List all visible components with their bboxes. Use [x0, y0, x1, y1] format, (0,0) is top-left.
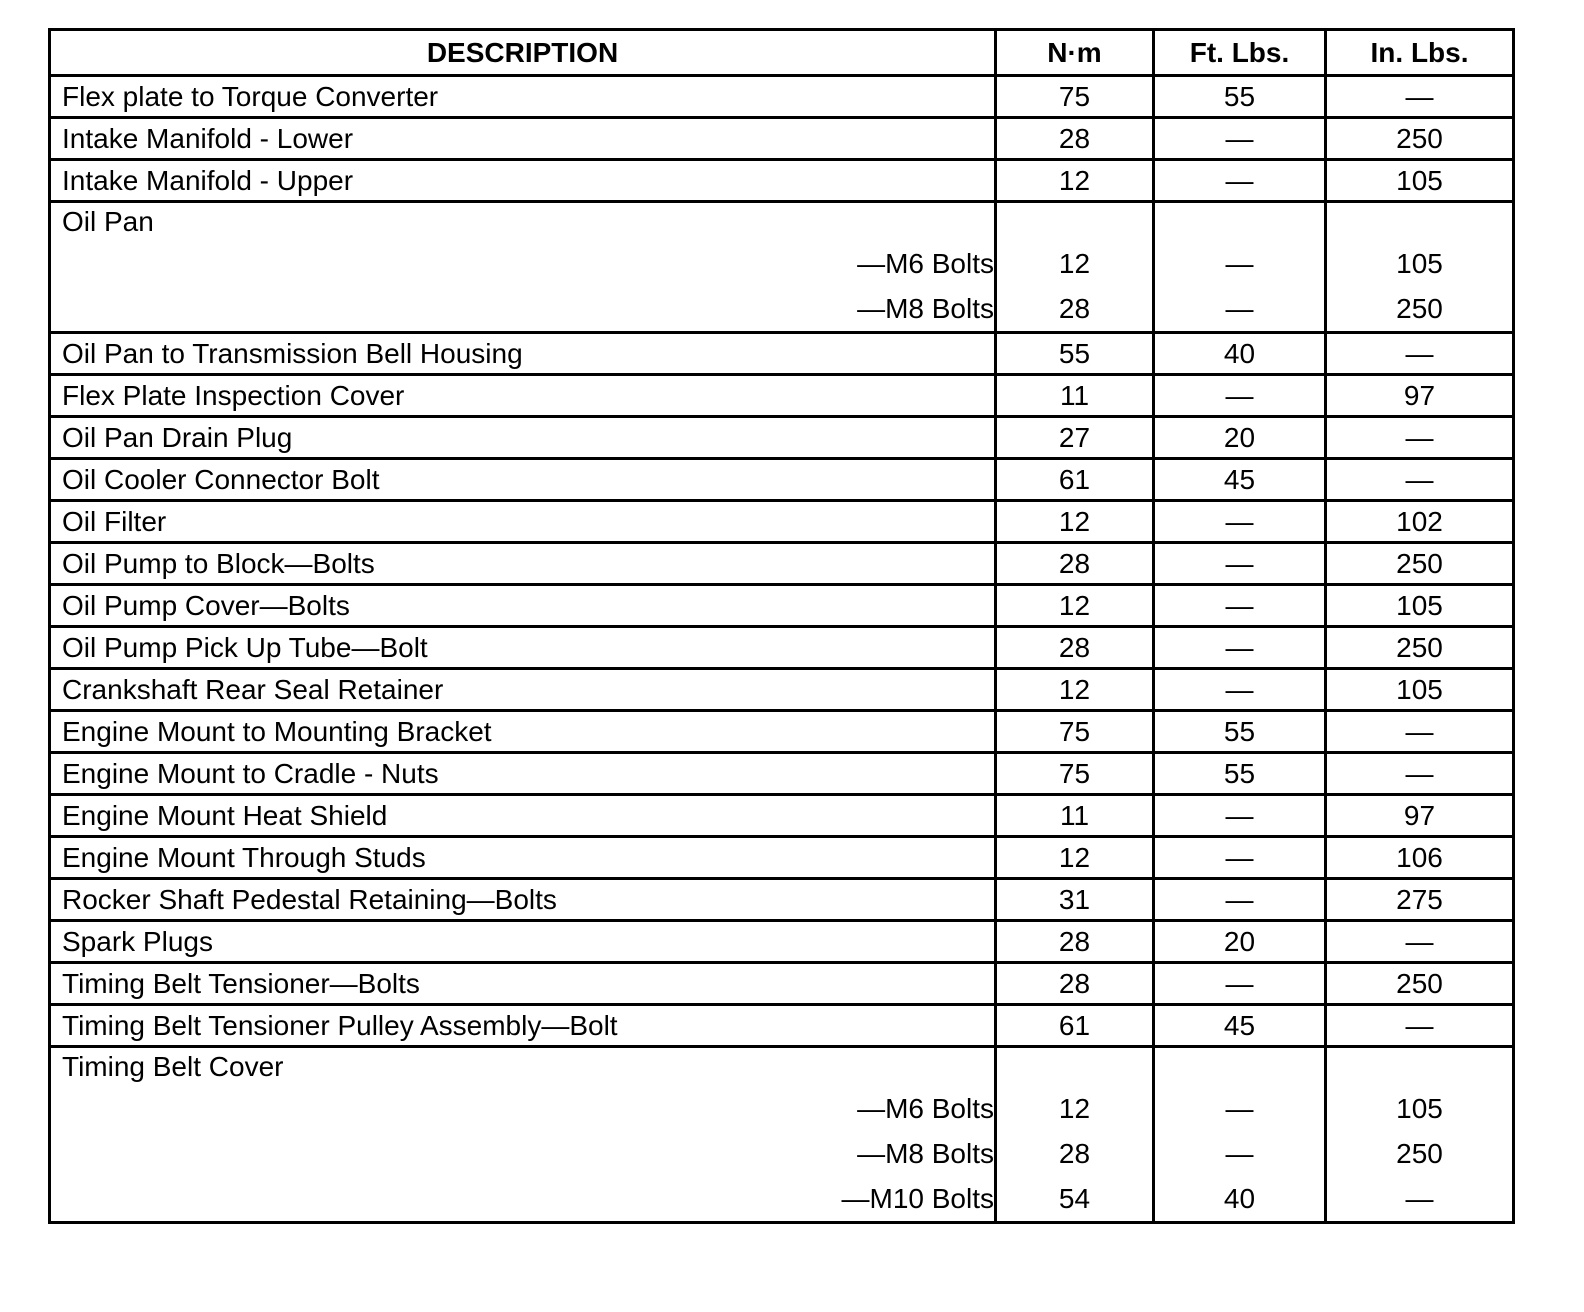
- table-body: [50, 76, 1514, 1223]
- nm-cell: [996, 202, 1154, 242]
- table-sub-row: [50, 286, 1514, 333]
- ft-lbs-cell: —: [1154, 837, 1326, 879]
- table-sub-row: [50, 1176, 1514, 1223]
- in-lbs-cell: —: [1326, 459, 1514, 501]
- ft-lbs-cell: —: [1154, 241, 1326, 286]
- description-cell: Spark Plugs: [50, 921, 996, 963]
- ft-lbs-cell: —: [1154, 669, 1326, 711]
- nm-cell: 11: [996, 375, 1154, 417]
- in-lbs-cell: 105: [1326, 669, 1514, 711]
- ft-lbs-cell: —: [1154, 795, 1326, 837]
- ft-lbs-cell: 45: [1154, 1005, 1326, 1047]
- ft-lbs-cell: 45: [1154, 459, 1326, 501]
- description-cell: Engine Mount Heat Shield: [50, 795, 996, 837]
- description-cell: Oil Pan to Transmission Bell Housing: [50, 333, 996, 375]
- in-lbs-cell: 250: [1326, 963, 1514, 1005]
- in-lbs-cell: 275: [1326, 879, 1514, 921]
- ft-lbs-cell: —: [1154, 1086, 1326, 1131]
- ft-lbs-cell: —: [1154, 118, 1326, 160]
- ft-lbs-cell: —: [1154, 543, 1326, 585]
- table-row: [50, 543, 1514, 585]
- in-lbs-cell: 106: [1326, 837, 1514, 879]
- in-lbs-cell: 250: [1326, 627, 1514, 669]
- torque-spec-table: [48, 28, 1515, 1224]
- in-lbs-cell: —: [1326, 921, 1514, 963]
- in-lbs-cell: 105: [1326, 160, 1514, 202]
- ft-lbs-cell: 40: [1154, 1176, 1326, 1223]
- ft-lbs-cell: —: [1154, 286, 1326, 333]
- description-cell: Oil Pump Pick Up Tube—Bolt: [50, 627, 996, 669]
- table-row: [50, 118, 1514, 160]
- table-row: [50, 160, 1514, 202]
- nm-cell: 28: [996, 118, 1154, 160]
- ft-lbs-cell: 55: [1154, 711, 1326, 753]
- in-lbs-cell: —: [1326, 333, 1514, 375]
- nm-cell: 12: [996, 1086, 1154, 1131]
- description-cell: Timing Belt Tensioner Pulley Assembly—Bolt: [50, 1005, 996, 1047]
- table-group-row: [50, 1047, 1514, 1087]
- description-cell: Oil Pan Drain Plug: [50, 417, 996, 459]
- table-row: [50, 627, 1514, 669]
- in-lbs-cell: —: [1326, 417, 1514, 459]
- table-sub-row: [50, 1086, 1514, 1131]
- table-row: [50, 963, 1514, 1005]
- header-nm: N·m: [996, 30, 1154, 76]
- table-row: [50, 459, 1514, 501]
- table-row: [50, 417, 1514, 459]
- in-lbs-cell: 97: [1326, 795, 1514, 837]
- nm-cell: 11: [996, 795, 1154, 837]
- nm-cell: 28: [996, 963, 1154, 1005]
- header-ft-lbs: Ft. Lbs.: [1154, 30, 1326, 76]
- in-lbs-cell: [1326, 1047, 1514, 1087]
- table-row: [50, 375, 1514, 417]
- in-lbs-cell: [1326, 202, 1514, 242]
- ft-lbs-cell: 40: [1154, 333, 1326, 375]
- description-cell: Rocker Shaft Pedestal Retaining—Bolts: [50, 879, 996, 921]
- ft-lbs-cell: —: [1154, 160, 1326, 202]
- ft-lbs-cell: —: [1154, 375, 1326, 417]
- ft-lbs-cell: 55: [1154, 76, 1326, 118]
- description-cell: Oil Pump to Block—Bolts: [50, 543, 996, 585]
- in-lbs-cell: 105: [1326, 1086, 1514, 1131]
- in-lbs-cell: 97: [1326, 375, 1514, 417]
- nm-cell: 31: [996, 879, 1154, 921]
- sub-description-cell: —M8 Bolts: [50, 1131, 996, 1176]
- table-row: [50, 333, 1514, 375]
- in-lbs-cell: 250: [1326, 543, 1514, 585]
- table-row: [50, 669, 1514, 711]
- ft-lbs-cell: 20: [1154, 921, 1326, 963]
- description-cell: Engine Mount to Mounting Bracket: [50, 711, 996, 753]
- ft-lbs-cell: —: [1154, 1131, 1326, 1176]
- table-row: [50, 837, 1514, 879]
- in-lbs-cell: 105: [1326, 241, 1514, 286]
- nm-cell: 55: [996, 333, 1154, 375]
- table-sub-row: [50, 241, 1514, 286]
- ft-lbs-cell: 55: [1154, 753, 1326, 795]
- nm-cell: 28: [996, 627, 1154, 669]
- ft-lbs-cell: [1154, 1047, 1326, 1087]
- description-cell: Intake Manifold - Upper: [50, 160, 996, 202]
- sub-description-cell: —M6 Bolts: [50, 1086, 996, 1131]
- nm-cell: 28: [996, 286, 1154, 333]
- in-lbs-cell: —: [1326, 1176, 1514, 1223]
- description-cell: Crankshaft Rear Seal Retainer: [50, 669, 996, 711]
- description-cell: Timing Belt Tensioner—Bolts: [50, 963, 996, 1005]
- nm-cell: 61: [996, 459, 1154, 501]
- table-group-row: [50, 202, 1514, 242]
- ft-lbs-cell: [1154, 202, 1326, 242]
- description-cell: Flex plate to Torque Converter: [50, 76, 996, 118]
- table-row: [50, 1005, 1514, 1047]
- nm-cell: 75: [996, 753, 1154, 795]
- sub-description-cell: —M10 Bolts: [50, 1176, 996, 1223]
- description-cell: Engine Mount Through Studs: [50, 837, 996, 879]
- nm-cell: 75: [996, 76, 1154, 118]
- sub-description-cell: —M8 Bolts: [50, 286, 996, 333]
- header-row: [50, 30, 1514, 76]
- table-row: [50, 921, 1514, 963]
- ft-lbs-cell: —: [1154, 627, 1326, 669]
- in-lbs-cell: 102: [1326, 501, 1514, 543]
- in-lbs-cell: 250: [1326, 118, 1514, 160]
- nm-cell: 12: [996, 160, 1154, 202]
- sub-description-cell: —M6 Bolts: [50, 241, 996, 286]
- description-cell: Intake Manifold - Lower: [50, 118, 996, 160]
- description-cell: Oil Pan: [50, 202, 996, 242]
- in-lbs-cell: 105: [1326, 585, 1514, 627]
- header-description: DESCRIPTION: [50, 30, 996, 76]
- table-row: [50, 795, 1514, 837]
- description-cell: Flex Plate Inspection Cover: [50, 375, 996, 417]
- ft-lbs-cell: —: [1154, 879, 1326, 921]
- table-row: [50, 76, 1514, 118]
- table-row: [50, 585, 1514, 627]
- in-lbs-cell: 250: [1326, 1131, 1514, 1176]
- nm-cell: 12: [996, 241, 1154, 286]
- ft-lbs-cell: 20: [1154, 417, 1326, 459]
- nm-cell: 61: [996, 1005, 1154, 1047]
- in-lbs-cell: —: [1326, 753, 1514, 795]
- header-in-lbs: In. Lbs.: [1326, 30, 1514, 76]
- nm-cell: 12: [996, 585, 1154, 627]
- ft-lbs-cell: —: [1154, 963, 1326, 1005]
- table-sub-row: [50, 1131, 1514, 1176]
- nm-cell: 12: [996, 837, 1154, 879]
- nm-cell: [996, 1047, 1154, 1087]
- nm-cell: 28: [996, 543, 1154, 585]
- ft-lbs-cell: —: [1154, 585, 1326, 627]
- table-row: [50, 753, 1514, 795]
- in-lbs-cell: 250: [1326, 286, 1514, 333]
- nm-cell: 28: [996, 1131, 1154, 1176]
- table-row: [50, 711, 1514, 753]
- in-lbs-cell: —: [1326, 1005, 1514, 1047]
- description-cell: Oil Pump Cover—Bolts: [50, 585, 996, 627]
- in-lbs-cell: —: [1326, 711, 1514, 753]
- nm-cell: 75: [996, 711, 1154, 753]
- description-cell: Oil Cooler Connector Bolt: [50, 459, 996, 501]
- ft-lbs-cell: —: [1154, 501, 1326, 543]
- description-cell: Oil Filter: [50, 501, 996, 543]
- nm-cell: 28: [996, 921, 1154, 963]
- table-row: [50, 501, 1514, 543]
- table-row: [50, 879, 1514, 921]
- nm-cell: 12: [996, 501, 1154, 543]
- nm-cell: 54: [996, 1176, 1154, 1223]
- description-cell: Engine Mount to Cradle - Nuts: [50, 753, 996, 795]
- nm-cell: 12: [996, 669, 1154, 711]
- description-cell: Timing Belt Cover: [50, 1047, 996, 1087]
- nm-cell: 27: [996, 417, 1154, 459]
- in-lbs-cell: —: [1326, 76, 1514, 118]
